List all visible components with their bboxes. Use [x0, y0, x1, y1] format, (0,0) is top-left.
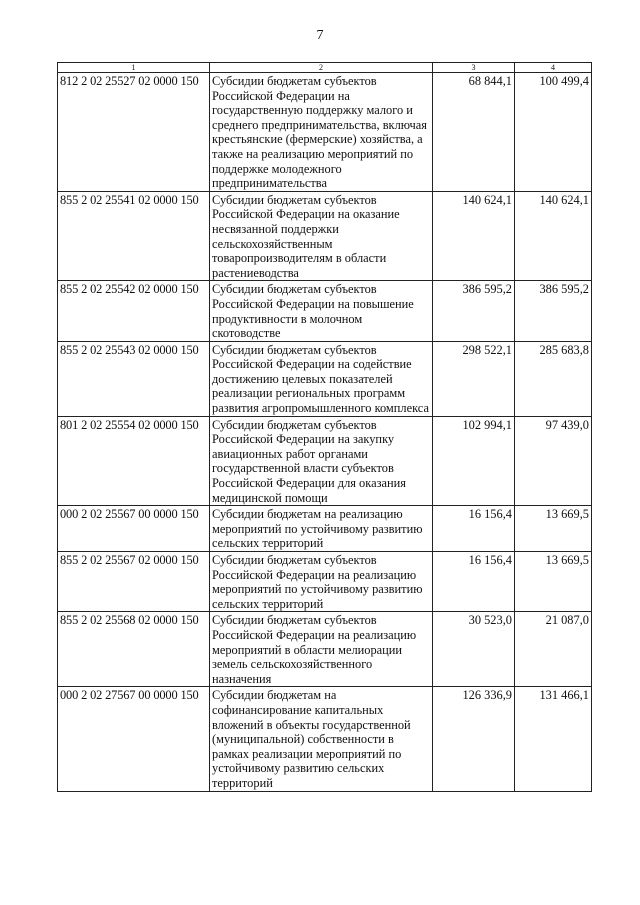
description-cell: Субсидии бюджетам субъектов Российской Федерации на реализацию мероприятий по устойчивому развитию сельских территорий: [210, 552, 433, 612]
table-row: [58, 341, 592, 416]
description-cell: Субсидии бюджетам на реализацию мероприятий по устойчивому развитию сельских территорий: [210, 506, 433, 552]
page-number: 7: [316, 28, 324, 43]
amount-column-4-cell: 140 624,1: [515, 191, 592, 281]
table-row: [58, 416, 592, 506]
description-cell: Субсидии бюджетам субъектов Российской Федерации на государственную поддержку малого и среднего предпринимательства, включая крестьянские (фермерские) хозяйства, а также на реализацию мероприятий по поддержке молодежного предпринимательства: [210, 73, 433, 192]
table-row: [58, 687, 592, 791]
amount-column-3-cell: 16 156,4: [433, 552, 515, 612]
table-row: [58, 281, 592, 341]
budget-table: [57, 62, 592, 792]
budget-code-cell: 855 2 02 25541 02 0000 150: [58, 191, 210, 281]
column-header-1: 1: [58, 63, 210, 73]
amount-column-3-cell: 68 844,1: [433, 73, 515, 192]
amount-column-4-cell: 21 087,0: [515, 612, 592, 687]
description-cell: Субсидии бюджетам субъектов Российской Федерации на закупку авиационных работ органами государственной власти субъектов Российской Федерации для оказания медицинской помощи: [210, 416, 433, 506]
table-row: [58, 552, 592, 612]
column-header-3: 3: [433, 63, 515, 73]
description-cell: Субсидии бюджетам субъектов Российской Федерации на содействие достижению целевых показателей реализации региональных программ развития агропромышленного комплекса: [210, 341, 433, 416]
budget-code-cell: 000 2 02 25567 00 0000 150: [58, 506, 210, 552]
amount-column-3-cell: 30 523,0: [433, 612, 515, 687]
table-header-row: [58, 63, 592, 73]
amount-column-4-cell: 97 439,0: [515, 416, 592, 506]
budget-code-cell: 855 2 02 25567 02 0000 150: [58, 552, 210, 612]
budget-code-cell: 812 2 02 25527 02 0000 150: [58, 73, 210, 192]
amount-column-4-cell: 13 669,5: [515, 506, 592, 552]
description-cell: Субсидии бюджетам субъектов Российской Федерации на реализацию мероприятий в области мелиорации земель сельскохозяйственного назначения: [210, 612, 433, 687]
amount-column-3-cell: 16 156,4: [433, 506, 515, 552]
table-row: [58, 612, 592, 687]
amount-column-4-cell: 13 669,5: [515, 552, 592, 612]
budget-code-cell: 000 2 02 27567 00 0000 150: [58, 687, 210, 791]
amount-column-4-cell: 100 499,4: [515, 73, 592, 192]
amount-column-4-cell: 285 683,8: [515, 341, 592, 416]
amount-column-3-cell: 298 522,1: [433, 341, 515, 416]
amount-column-3-cell: 140 624,1: [433, 191, 515, 281]
budget-code-cell: 855 2 02 25568 02 0000 150: [58, 612, 210, 687]
table-row: [58, 73, 592, 192]
table-row: [58, 506, 592, 552]
budget-code-cell: 801 2 02 25554 02 0000 150: [58, 416, 210, 506]
description-cell: Субсидии бюджетам на софинансирование капитальных вложений в объекты государственной (муниципальной) собственности в рамках реализации мероприятий по устойчивому развитию сельских территорий: [210, 687, 433, 791]
column-header-2: 2: [210, 63, 433, 73]
amount-column-4-cell: 131 466,1: [515, 687, 592, 791]
table-row: [58, 191, 592, 281]
budget-code-cell: 855 2 02 25543 02 0000 150: [58, 341, 210, 416]
amount-column-3-cell: 126 336,9: [433, 687, 515, 791]
amount-column-3-cell: 386 595,2: [433, 281, 515, 341]
amount-column-4-cell: 386 595,2: [515, 281, 592, 341]
budget-code-cell: 855 2 02 25542 02 0000 150: [58, 281, 210, 341]
column-header-4: 4: [515, 63, 592, 73]
description-cell: Субсидии бюджетам субъектов Российской Федерации на оказание несвязанной поддержки сельскохозяйственным товаропроизводителям в области растениеводства: [210, 191, 433, 281]
amount-column-3-cell: 102 994,1: [433, 416, 515, 506]
description-cell: Субсидии бюджетам субъектов Российской Федерации на повышение продуктивности в молочном скотоводстве: [210, 281, 433, 341]
